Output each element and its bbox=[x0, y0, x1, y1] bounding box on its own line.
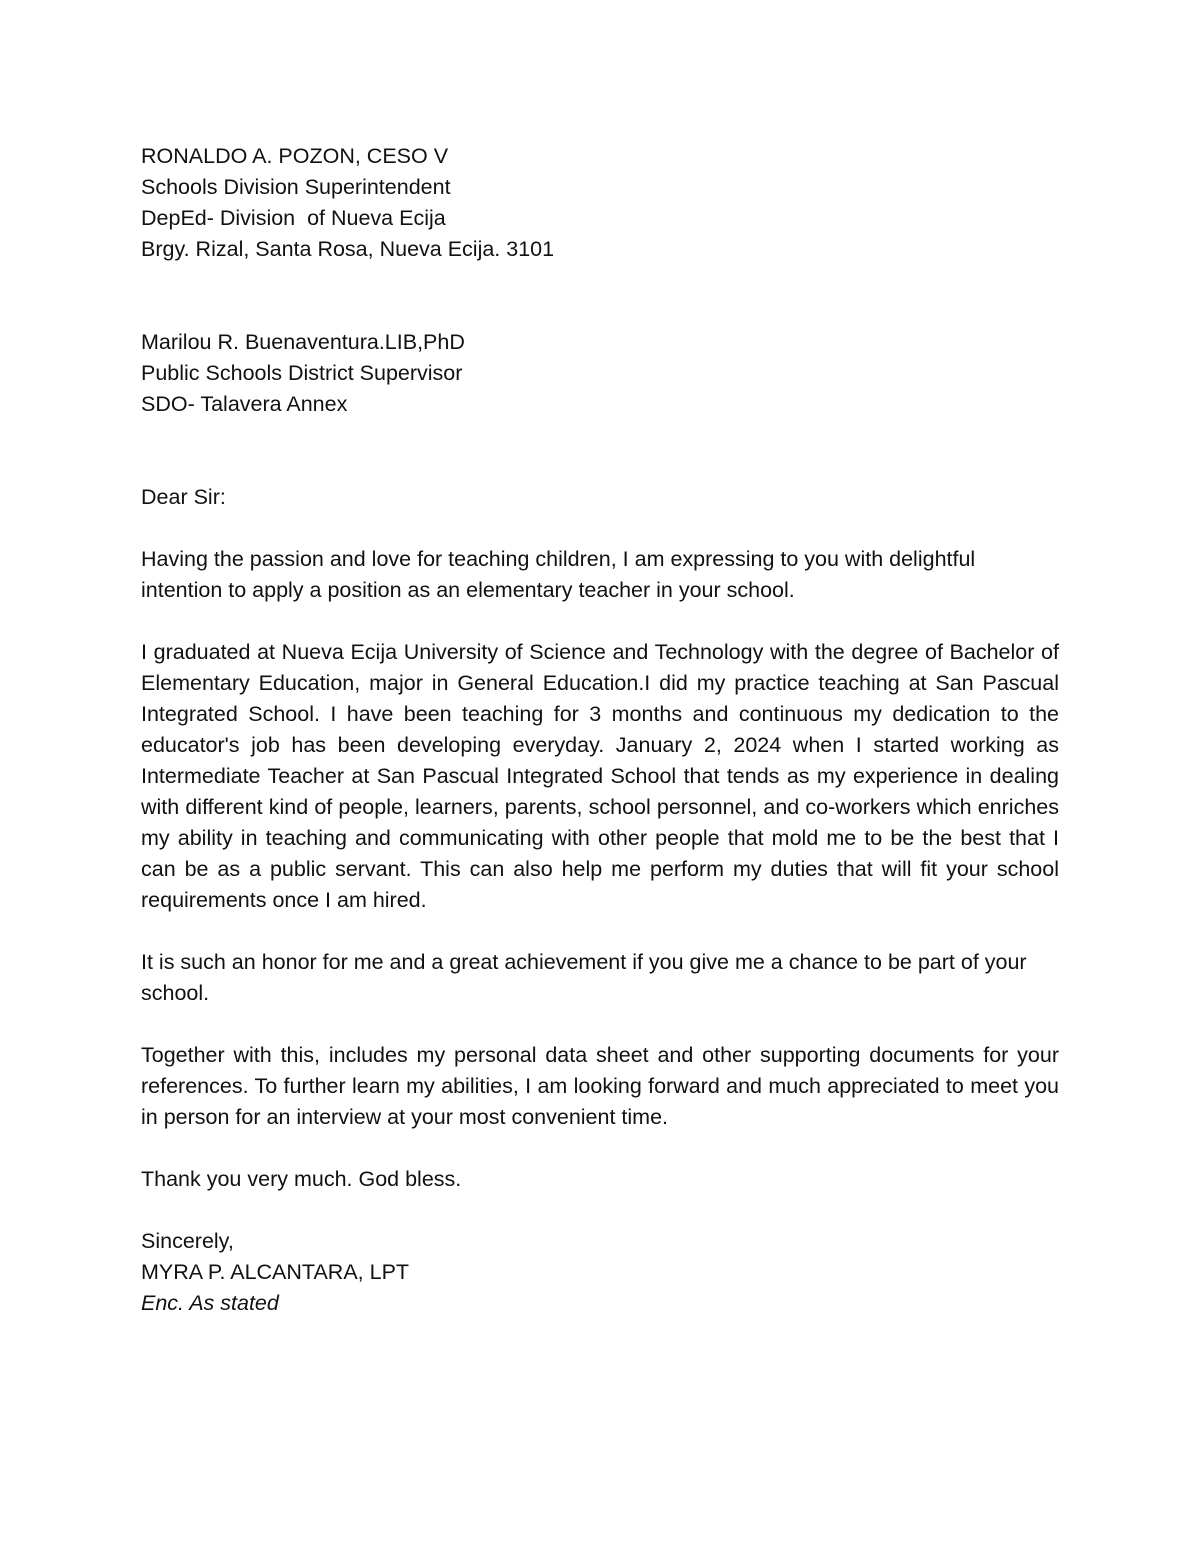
signatory-name: MYRA P. ALCANTARA, LPT bbox=[141, 1260, 410, 1284]
recipient2-name: Marilou R. Buenaventura.LIB,PhD bbox=[141, 330, 465, 354]
recipient1-title: Schools Division Superintendent bbox=[141, 175, 451, 199]
spacer bbox=[141, 1133, 1059, 1164]
enclosure-note: Enc. As stated bbox=[141, 1291, 279, 1315]
spacer bbox=[141, 1009, 1059, 1040]
recipient1-office: DepEd- Division of Nueva Ecija bbox=[141, 206, 446, 230]
spacer bbox=[141, 420, 1059, 482]
recipient2-title: Public Schools District Supervisor bbox=[141, 361, 463, 385]
paragraph-enclosures: Together with this, includes my personal data sheet and other supporting documents for your references. To further learn my abilities, I am looking forward and much appreciated to meet you in person for an interview at your most convenient time. bbox=[141, 1043, 1059, 1129]
salutation: Dear Sir: bbox=[141, 485, 226, 509]
paragraph-intro: Having the passion and love for teaching children, I am expressing to you with delightful intention to apply a position as an elementary teacher in your school. bbox=[141, 547, 976, 602]
spacer bbox=[141, 1195, 1059, 1226]
letter-page bbox=[141, 141, 1059, 1319]
paragraph-honor: It is such an honor for me and a great achievement if you give me a chance to be part of your school. bbox=[141, 950, 1027, 1005]
valediction: Sincerely, bbox=[141, 1229, 234, 1253]
paragraph-background: I graduated at Nueva Ecija University of Science and Technology with the degree of Bachelor of Elementary Education, major in General Education.I did my practice teaching at San Pascual Integrated School. I have been teaching for 3 months and continuous my dedication to the educator's job has been developing everyday. January 2, 2024 when I started working as Intermediate Teacher at San Pascual Integrated School that tends as my experience in dealing with different kind of people, learners, parents, school personnel, and co-workers which enriches my ability in teaching and communicating with other people that mold me to be the best that I can be as a public servant. This can also help me perform my duties that will fit your school requirements once I am hired. bbox=[141, 640, 1059, 912]
spacer bbox=[141, 265, 1059, 327]
paragraph-thanks: Thank you very much. God bless. bbox=[141, 1167, 462, 1191]
spacer bbox=[141, 916, 1059, 947]
spacer bbox=[141, 513, 1059, 544]
recipient1-block bbox=[141, 141, 1059, 265]
recipient1-address: Brgy. Rizal, Santa Rosa, Nueva Ecija. 3101 bbox=[141, 237, 555, 261]
closing-block bbox=[141, 1226, 1059, 1319]
recipient2-office: SDO- Talavera Annex bbox=[141, 392, 348, 416]
recipient2-block bbox=[141, 327, 1059, 420]
recipient1-name: RONALDO A. POZON, CESO V bbox=[141, 144, 449, 168]
spacer bbox=[141, 606, 1059, 637]
